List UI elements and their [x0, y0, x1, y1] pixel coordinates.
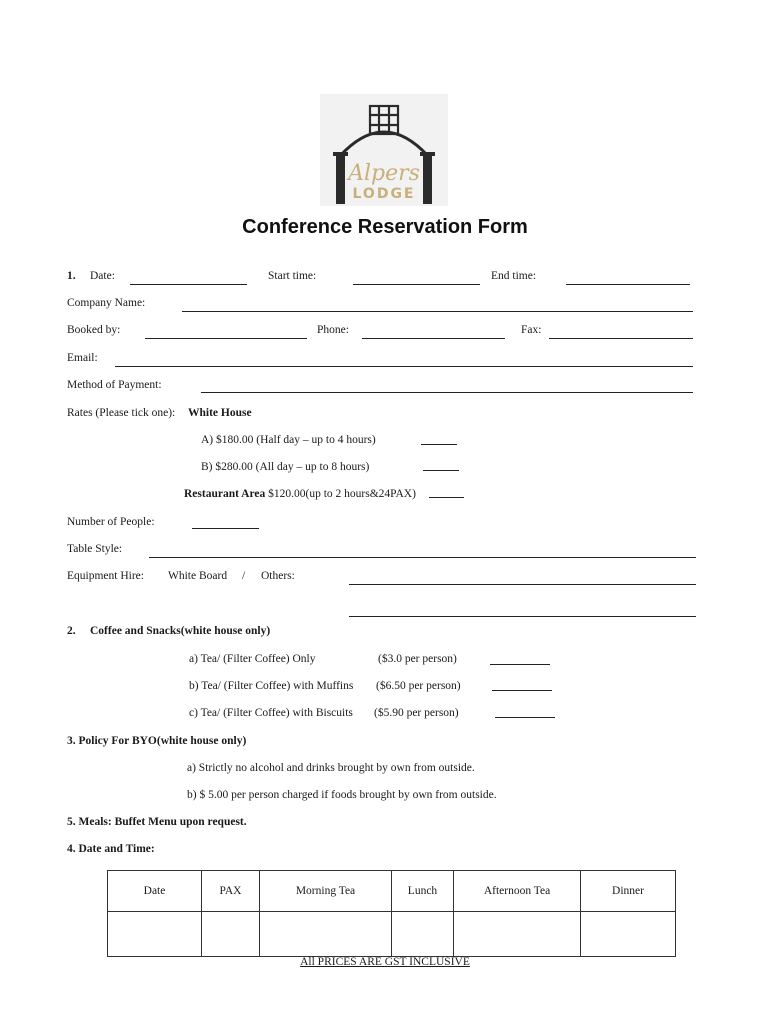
restaurant-tick[interactable]: [429, 497, 464, 498]
coffee-tick-c[interactable]: [495, 717, 555, 718]
people-label: Number of People:: [67, 516, 155, 528]
header-afternoon-tea: Afternoon Tea: [454, 871, 581, 912]
rate-a-tick[interactable]: [421, 444, 457, 445]
email-label: Email:: [67, 352, 98, 364]
cell-morning-tea[interactable]: [260, 912, 392, 957]
booked-by-label: Booked by:: [67, 324, 121, 336]
meals-heading: 5. Meals: Buffet Menu upon request.: [67, 816, 247, 828]
restaurant-area-rate: $120.00(up to 2 hours&24PAX): [268, 488, 416, 500]
cell-lunch[interactable]: [392, 912, 454, 957]
lodge-logo: [320, 94, 448, 206]
header-date: Date: [108, 871, 202, 912]
table-style-field[interactable]: [149, 557, 696, 558]
coffee-item-c: c) Tea/ (Filter Coffee) with Biscuits: [189, 707, 353, 719]
rate-b-tick[interactable]: [423, 470, 459, 471]
page-title: Conference Reservation Form: [242, 216, 528, 238]
rate-a-label: A) $180.00 (Half day – up to 4 hours): [201, 434, 376, 446]
phone-label: Phone:: [317, 324, 349, 336]
fax-label: Fax:: [521, 324, 542, 336]
date-time-heading: 4. Date and Time:: [67, 843, 155, 855]
coffee-price-a: ($3.0 per person): [378, 653, 457, 665]
rates-venue: White House: [188, 407, 252, 419]
date-label: Date:: [90, 270, 115, 282]
rate-b-label: B) $280.00 (All day – up to 8 hours): [201, 461, 370, 473]
others-field-2[interactable]: [349, 616, 696, 617]
equipment-separator: /: [242, 570, 246, 582]
equipment-label: Equipment Hire:: [67, 570, 144, 582]
table-row: [108, 912, 676, 957]
restaurant-area-label: Restaurant Area: [184, 488, 266, 500]
others-field-1[interactable]: [349, 584, 696, 585]
end-time-label: End time:: [491, 270, 537, 282]
coffee-price-b: ($6.50 per person): [376, 680, 461, 692]
fax-field[interactable]: [549, 338, 693, 339]
byo-policy-a: a) Strictly no alcohol and drinks brought by own from outside.: [187, 762, 475, 774]
table-header-row: [108, 871, 676, 912]
coffee-price-c: ($5.90 per person): [374, 707, 459, 719]
logo-script-text: Alpers: [348, 161, 420, 186]
whiteboard-option: White Board: [168, 570, 228, 582]
end-time-field[interactable]: [566, 284, 690, 285]
coffee-item-a: a) Tea/ (Filter Coffee) Only: [189, 653, 316, 665]
schedule-table: [107, 870, 676, 957]
cell-afternoon-tea[interactable]: [454, 912, 581, 957]
header-pax: PAX: [202, 871, 260, 912]
rates-label: Rates (Please tick one):: [67, 407, 176, 419]
booked-by-field[interactable]: [145, 338, 307, 339]
section-2-heading: Coffee and Snacks(white house only): [90, 625, 271, 637]
company-label: Company Name:: [67, 297, 146, 309]
company-field[interactable]: [182, 311, 693, 312]
people-field[interactable]: [192, 528, 259, 529]
header-lunch: Lunch: [392, 871, 454, 912]
section-2-number: 2.: [67, 625, 76, 637]
logo-word: LODGE: [352, 186, 416, 202]
coffee-tick-b[interactable]: [492, 690, 552, 691]
header-dinner: Dinner: [581, 871, 676, 912]
coffee-tick-a[interactable]: [490, 664, 550, 665]
others-label: Others:: [261, 570, 295, 582]
header-morning-tea: Morning Tea: [260, 871, 392, 912]
byo-policy-b: b) $ 5.00 per person charged if foods brought by own from outside.: [187, 789, 497, 801]
payment-field[interactable]: [201, 392, 693, 393]
email-field[interactable]: [115, 366, 693, 367]
phone-field[interactable]: [362, 338, 505, 339]
cell-pax[interactable]: [202, 912, 260, 957]
gst-footer-note: All PRICES ARE GST INCLUSIVE: [300, 956, 470, 968]
date-field[interactable]: [130, 284, 247, 285]
table-style-label: Table Style:: [67, 543, 123, 555]
cell-dinner[interactable]: [581, 912, 676, 957]
payment-label: Method of Payment:: [67, 379, 162, 391]
cell-date[interactable]: [108, 912, 202, 957]
section-3-heading: 3. Policy For BYO(white house only): [67, 735, 247, 747]
coffee-item-b: b) Tea/ (Filter Coffee) with Muffins: [189, 680, 354, 692]
start-time-label: Start time:: [268, 270, 317, 282]
start-time-field[interactable]: [353, 284, 480, 285]
section-1-number: 1.: [67, 270, 76, 282]
